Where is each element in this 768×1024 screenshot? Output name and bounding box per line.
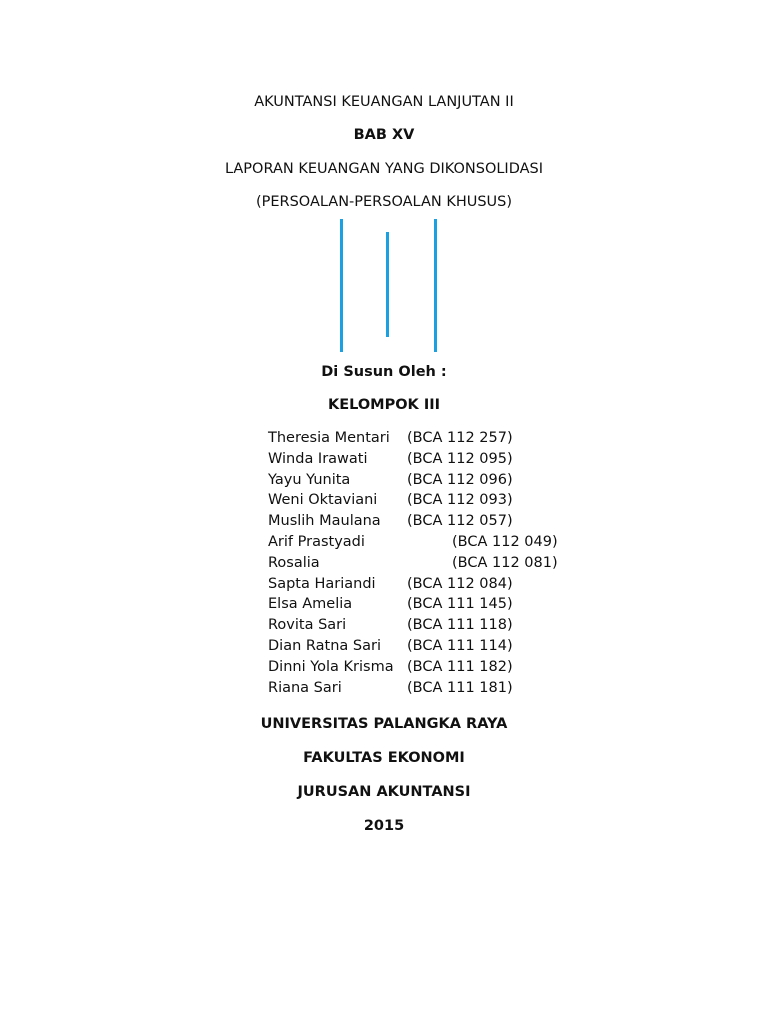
member-id: (BCA 112 049) (452, 533, 558, 550)
decorative-bar-left (340, 219, 343, 352)
member-name: Muslih Maulana (268, 513, 381, 530)
year-label: 2015 (363, 818, 405, 834)
member-id: (BCA 112 081) (452, 554, 558, 571)
member-row (268, 470, 588, 491)
member-id: (BCA 111 182) (407, 658, 513, 675)
member-row (268, 636, 588, 657)
member-id: (BCA 112 093) (407, 492, 513, 509)
member-row (268, 574, 588, 595)
member-name: Rovita Sari (268, 617, 347, 634)
member-id: (BCA 112 257) (407, 430, 513, 446)
member-row (268, 594, 588, 615)
member-id: (BCA 111 114) (407, 637, 513, 654)
department-name: JURUSAN AKUNTANSI (297, 784, 471, 800)
member-row (268, 490, 588, 511)
member-row (268, 678, 588, 699)
member-row (268, 511, 588, 532)
member-id: (BCA 112 096) (407, 471, 513, 488)
member-row (268, 553, 588, 574)
member-id: (BCA 112 084) (407, 575, 513, 592)
report-title: LAPORAN KEUANGAN YANG DIKONSOLIDASI (224, 161, 544, 177)
member-name: Winda Irawati (268, 450, 368, 467)
member-name: Elsa Amelia (268, 596, 353, 613)
member-id: (BCA 111 181) (407, 679, 513, 696)
member-name: Theresia Mentari (268, 430, 390, 446)
member-row (268, 428, 588, 449)
faculty-name: FAKULTAS EKONOMI (303, 750, 465, 766)
university-name: UNIVERSITAS PALANGKA RAYA (260, 716, 508, 732)
group-label: KELOMPOK III (327, 397, 441, 413)
report-subtitle: (PERSOALAN-PERSOALAN KHUSUS) (255, 194, 513, 210)
member-name: Riana Sari (268, 679, 342, 696)
member-name: Dian Ratna Sari (268, 637, 381, 654)
member-row (268, 657, 588, 678)
member-row (268, 532, 588, 553)
member-list (268, 428, 588, 698)
decorative-bar-right (434, 219, 437, 352)
member-row (268, 449, 588, 470)
course-title: AKUNTANSI KEUANGAN LANJUTAN II (254, 94, 514, 110)
member-name: Arif Prastyadi (268, 533, 365, 550)
member-id: (BCA 112 057) (407, 513, 513, 530)
member-name: Rosalia (268, 554, 320, 571)
member-id: (BCA 112 095) (407, 450, 513, 467)
member-id: (BCA 111 145) (407, 596, 513, 613)
member-id: (BCA 111 118) (407, 617, 513, 634)
member-name: Sapta Hariandi (268, 575, 376, 592)
decorative-bar-middle (386, 232, 389, 337)
chapter-label: BAB XV (353, 127, 415, 143)
member-name: Dinni Yola Krisma (268, 658, 394, 675)
member-name: Yayu Yunita (268, 471, 351, 488)
authored-by-label: Di Susun Oleh : (321, 364, 447, 380)
member-name: Weni Oktaviani (268, 492, 378, 509)
member-row (268, 615, 588, 636)
